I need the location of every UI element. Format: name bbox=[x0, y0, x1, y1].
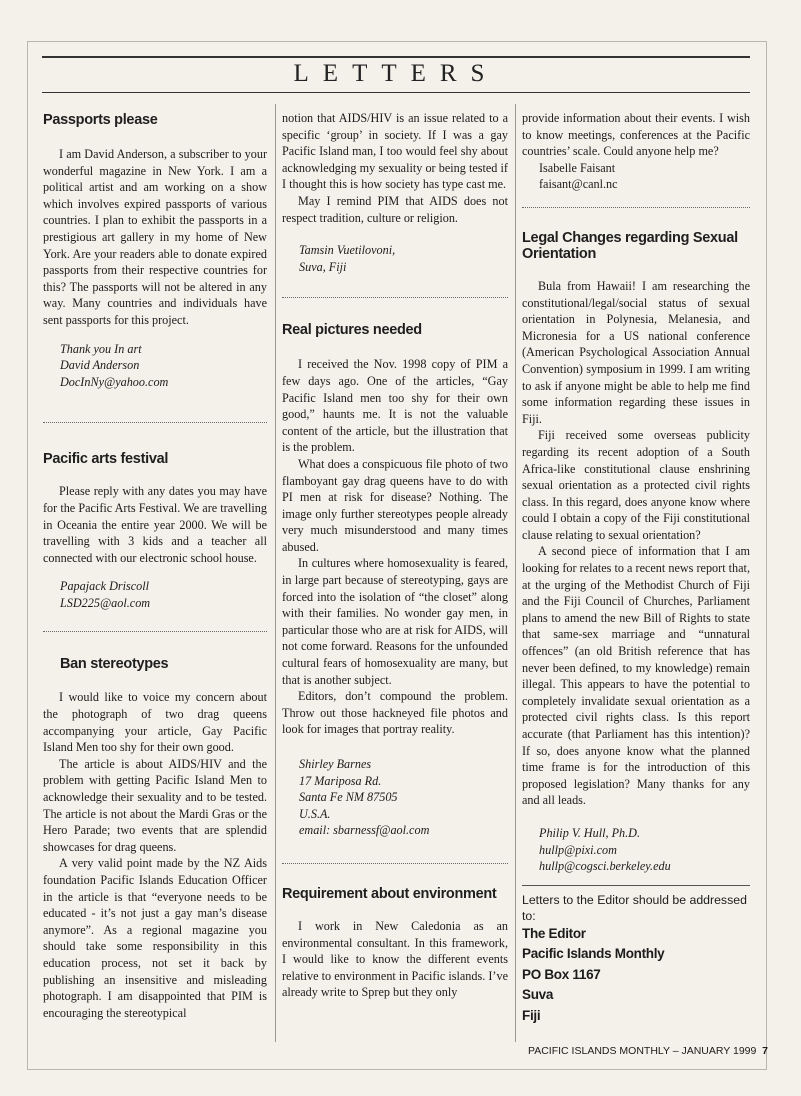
masthead-rule-bottom bbox=[42, 92, 750, 93]
page-number: 7 bbox=[762, 1045, 768, 1057]
letter-signature: Shirley Barnes bbox=[299, 757, 372, 771]
page-footer bbox=[528, 1045, 768, 1059]
letter-email: DocInNy@yahoo.com bbox=[60, 374, 169, 389]
column-3 bbox=[522, 104, 750, 1026]
letter-heading-arts-festival: Pacific arts festival bbox=[43, 451, 169, 468]
column-divider bbox=[515, 104, 516, 1042]
letter-email: hullp@pixi.com bbox=[539, 842, 617, 857]
letter-body: I am David Anderson, a subscriber to your wonderful magazine in New York. I am a political artist and am working on a show which involves expired passports of various countries. I plan to exhibit the passports in a prestigious art gallery in my home of New York. Are your readers able to donate expired passports from their respective countries for this? The passports will not be altered in any way. Many countries and individuals have sent passports for this project. bbox=[43, 147, 267, 327]
letter-paragraph: A very valid point made by the NZ Aids foundation Pacific Islands Education Officer in the article is that “everyone needs to be educated - it’s not just a gay man’s disease anymore”. As a regional magazine you should take some responsibility in this education process, not set it back by publishing an insensitive and misleading photograph. I am disappointed that PIM is encouraging the stereotypical bbox=[43, 856, 267, 1020]
address-line: Fiji bbox=[522, 1007, 541, 1023]
letter-signature: Suva, Fiji bbox=[299, 259, 347, 274]
column-2 bbox=[282, 104, 508, 1001]
letter-paragraph: Editors, don’t compound the problem. Throw out those hackneyed file photos and look for images that portray reality. bbox=[282, 689, 508, 737]
letter-signature: Santa Fe NM 87505 bbox=[299, 790, 398, 805]
letter-paragraph: I received the Nov. 1998 copy of PIM a few days ago. One of the articles, “Gay Pacific Island men too shy for their own good,” haunts me. It is not the valuable content of the article, but the illustration that is the problem. bbox=[282, 357, 508, 455]
letter-paragraph: Fiji received some overseas publicity regarding its recent adoption of a South Africa-like constitutional clause enshrining sexual orientation as a protected civil rights class. In this regard, does anyone know where could I obtain a copy of the Fiji constitutional clause relating to sexual orientation? bbox=[522, 428, 750, 542]
letter-signature: U.S.A. bbox=[299, 806, 331, 821]
letter-email: LSD225@aol.com bbox=[60, 595, 151, 610]
letter-email: faisant@canl.nc bbox=[539, 177, 618, 192]
letter-heading-real-pictures: Real pictures needed bbox=[282, 322, 422, 339]
letter-signature: Thank you In art bbox=[60, 341, 142, 356]
letter-signature: Isabelle Faisant bbox=[539, 160, 616, 175]
letter-paragraph: In cultures where homosexuality is feared, in large part because of stereotyping, gays are forced into the isolation of “the closet” along with their families. No wonder gay men, in particular those who are at risk for AIDS, will not come forward. Reasons for the unfounded cultural fears of homosexuality are many, but that is another subject. bbox=[282, 556, 508, 687]
address-lead: Letters to the Editor should be addressed to: bbox=[522, 892, 747, 923]
letter-signature: Philip V. Hull, Ph.D. bbox=[539, 825, 640, 840]
letter-paragraph: Bula from Hawaii! I am researching the constitutional/legal/social status of sexual orientation in Polynesia, Melanesia, and Micronesia for a US national conference (American Psychological Association Annual Convention) symposium in 1999. I am writing to ask if anyone might be able to help me find some information regarding these issues in Fiji. bbox=[522, 278, 750, 426]
letter-body: I work in New Caledonia as an environmental consultant. In this framework, I would like to know the different events relative to environment in Pacific islands. I’ve already write to Sprep but they only bbox=[282, 918, 508, 1000]
letter-heading-environment: Requirement about environment bbox=[282, 885, 497, 902]
address-line: The Editor bbox=[522, 925, 586, 941]
address-line: PO Box 1167 bbox=[522, 966, 601, 982]
letter-email: email: sbarnessf@aol.com bbox=[299, 823, 430, 838]
letter-signature: Papajack Driscoll bbox=[60, 579, 150, 594]
letter-paragraph: A second piece of information that I am looking for relates to a recent news report that, at the urging of the Methodist Church of Fiji and the Fiji Council of Churches, Parliament plans to amend the new Bill of Rights to state that same-sex marriage and “unnatural offences” (an old British reference that has never been defined, to my knowledge) remain illegal. This appears to have the potential to completely invalidate sexual orientation as a protected civil rights class. Is this report accurate (that Parliament has this intention)? If so, does anyone know what the planned time frame is for the introduction of this proposed legislation? Many thanks for any and all leads. bbox=[522, 544, 750, 808]
letter-heading-passports: Passports please bbox=[43, 112, 158, 128]
footer-publication: PACIFIC ISLANDS MONTHLY – JANUARY 1999 bbox=[528, 1045, 757, 1057]
letter-email: hullp@cogsci.berkeley.edu bbox=[539, 859, 671, 874]
letter-paragraph: notion that AIDS/HIV is an issue related to a specific ‘group’ in society. If I was a gay Pacific Island man, I too would feel shy about acknowledging my sexuality or being tested if I thought this is how society has type cast me. bbox=[282, 111, 508, 192]
letter-paragraph: I would like to voice my concern about the photograph of two drag queens accompanying your article, Gay Pacific Island Men too shy for their own good. bbox=[43, 690, 267, 755]
letter-signature: David Anderson bbox=[60, 358, 140, 373]
letter-paragraph: May I remind PIM that AIDS does not respect tradition, culture or religion. bbox=[282, 193, 508, 225]
column-divider bbox=[275, 104, 276, 1042]
letter-signature: Tamsin Vuetilovoni, bbox=[299, 243, 396, 258]
letter-body: Please reply with any dates you may have for the Pacific Arts Festival. We are travelling in Oceania the entire year 2000. We will be travelling with 3 kids and a teacher all connected with our electronic school house. bbox=[43, 484, 267, 565]
address-line: Suva bbox=[522, 987, 554, 1003]
editor-address-box bbox=[522, 892, 750, 1027]
letter-paragraph: provide information about their events. I wish to know meetings, conferences at the Pacific countries’ scale. Could anyone help me? bbox=[522, 111, 750, 159]
column-1 bbox=[43, 104, 267, 1021]
letter-paragraph: The article is about AIDS/HIV and the problem with getting Pacific Island Men to acknowledge their sexuality and to be tested. The article is not about the Mardi Gras or the Hero Parade; two events that are splendid showcases for drag queens. bbox=[43, 756, 267, 854]
letter-signature: 17 Mariposa Rd. bbox=[299, 773, 382, 788]
letter-paragraph: What does a conspicuous file photo of two flamboyant gay drag queens have to do with PI men at risk for disease? Nothing. The image only further stereotypes people already very much misunderstood and many times abused. bbox=[282, 456, 508, 554]
letter-heading-stereotypes: Ban stereotypes bbox=[60, 656, 169, 673]
masthead-title: LETTERS bbox=[293, 60, 499, 87]
letter-heading-legal-changes: Legal Changes regarding Sexual Orientation bbox=[522, 229, 738, 262]
address-line: Pacific Islands Monthly bbox=[522, 946, 665, 962]
